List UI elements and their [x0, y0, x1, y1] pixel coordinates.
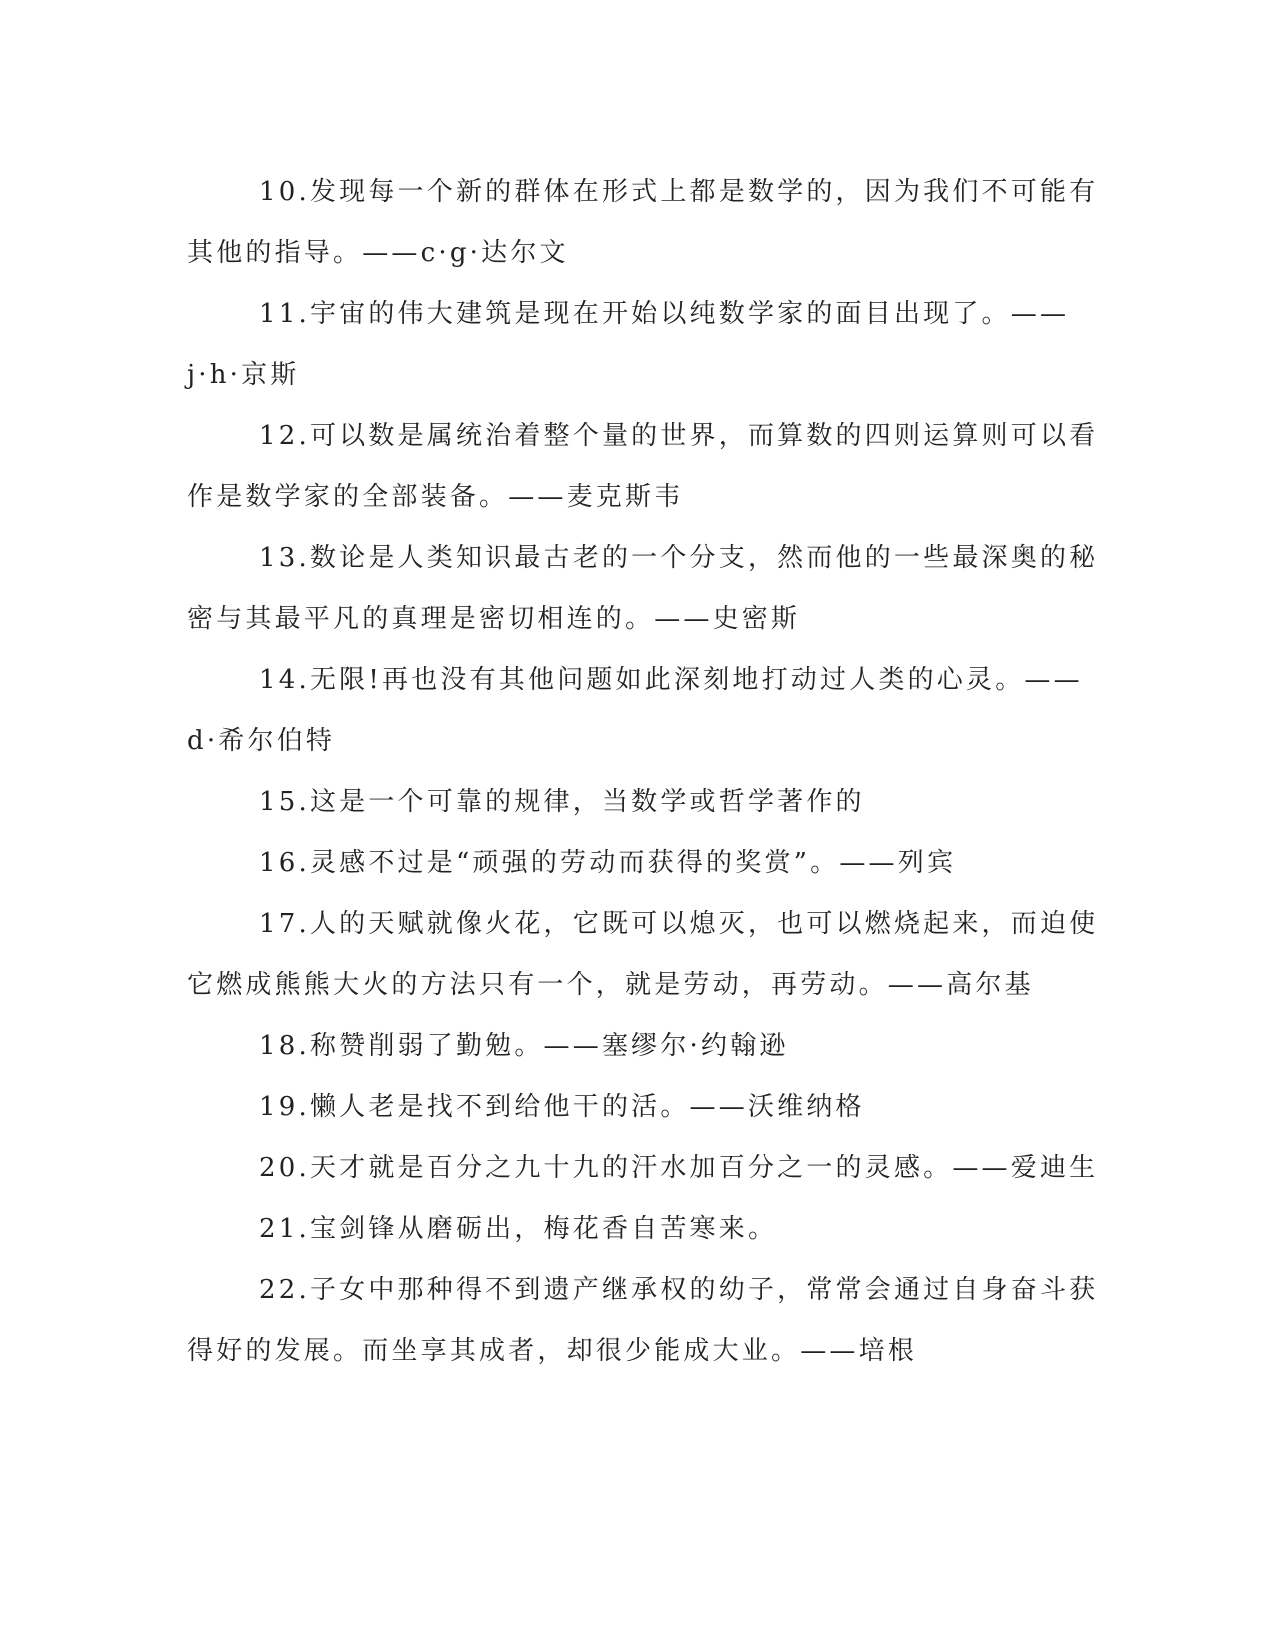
quote-number: 20. — [259, 1153, 310, 1183]
quote-text-line: 天才就是百分之九十九的汗水加百分之一的灵感。——爱迪生 — [309, 1153, 1099, 1183]
quote-number: 17. — [259, 909, 310, 939]
quote-19 — [187, 1077, 1087, 1138]
quote-text-line: 无限!再也没有其他问题如此深刻地打动过人类的心灵。—— — [309, 665, 1083, 695]
quote-number: 13. — [259, 543, 310, 573]
quote-number: 22. — [259, 1275, 310, 1305]
quote-text-line: 其他的指导。——c·g·达尔文 — [187, 238, 569, 268]
quote-number: 10. — [259, 177, 310, 207]
quote-text-line: 这是一个可靠的规律，当数学或哲学著作的 — [309, 787, 865, 817]
quote-18 — [187, 1016, 1087, 1077]
quote-number: 14. — [259, 665, 310, 695]
quote-number: 21. — [259, 1214, 310, 1244]
quote-number: 16. — [259, 848, 310, 878]
quote-number: 12. — [259, 421, 310, 451]
quote-20 — [187, 1138, 1099, 1199]
quote-17 — [187, 894, 1099, 1016]
quote-number: 15. — [259, 787, 310, 817]
quote-text-line: 密与其最平凡的真理是密切相连的。——史密斯 — [187, 604, 801, 634]
quote-text-line: 宝剑锋从磨砺出，梅花香自苦寒来。 — [309, 1214, 778, 1244]
quote-number: 18. — [259, 1031, 310, 1061]
quote-text-line: 它燃成熊熊大火的方法只有一个，就是劳动，再劳动。——高尔基 — [187, 970, 1034, 1000]
quote-text-line: 人的天赋就像火花，它既可以熄灭，也可以燃烧起来，而迫使 — [309, 909, 1099, 939]
quote-text-line: d·希尔伯特 — [187, 726, 336, 756]
quote-22 — [187, 1260, 1099, 1382]
quote-text-line: 称赞削弱了勤勉。——塞缪尔·约翰逊 — [309, 1031, 789, 1061]
quote-11 — [187, 284, 1087, 406]
quote-15 — [187, 772, 1087, 833]
quote-text-line: 可以数是属统治着整个量的世界，而算数的四则运算则可以看 — [309, 421, 1099, 451]
quote-13 — [187, 528, 1099, 650]
quote-21 — [187, 1199, 1087, 1260]
quote-text-line: 得好的发展。而坐享其成者，却很少能成大业。——培根 — [187, 1336, 918, 1366]
quote-text-line: 子女中那种得不到遗产继承权的幼子，常常会通过自身奋斗获 — [309, 1275, 1099, 1305]
quote-16 — [187, 833, 1087, 894]
quote-text-line: 灵感不过是“顽强的劳动而获得的奖赏”。——列宾 — [309, 848, 957, 878]
quote-text-line: 宇宙的伟大建筑是现在开始以纯数学家的面目出现了。—— — [309, 299, 1070, 329]
quote-text-line: 数论是人类知识最古老的一个分支，然而他的一些最深奥的秘 — [309, 543, 1099, 573]
quote-number: 11. — [259, 299, 310, 329]
quote-number: 19. — [259, 1092, 310, 1122]
quote-list — [187, 162, 1099, 1382]
quote-text-line: 懒人老是找不到给他干的活。——沃维纳格 — [309, 1092, 865, 1122]
quote-10 — [187, 162, 1099, 284]
quote-text-line: j·h·京斯 — [187, 360, 300, 390]
quote-12 — [187, 406, 1099, 528]
quote-14 — [187, 650, 1087, 772]
quote-text-line: 发现每一个新的群体在形式上都是数学的，因为我们不可能有 — [309, 177, 1099, 207]
quote-text-line: 作是数学家的全部装备。——麦克斯韦 — [187, 482, 684, 512]
